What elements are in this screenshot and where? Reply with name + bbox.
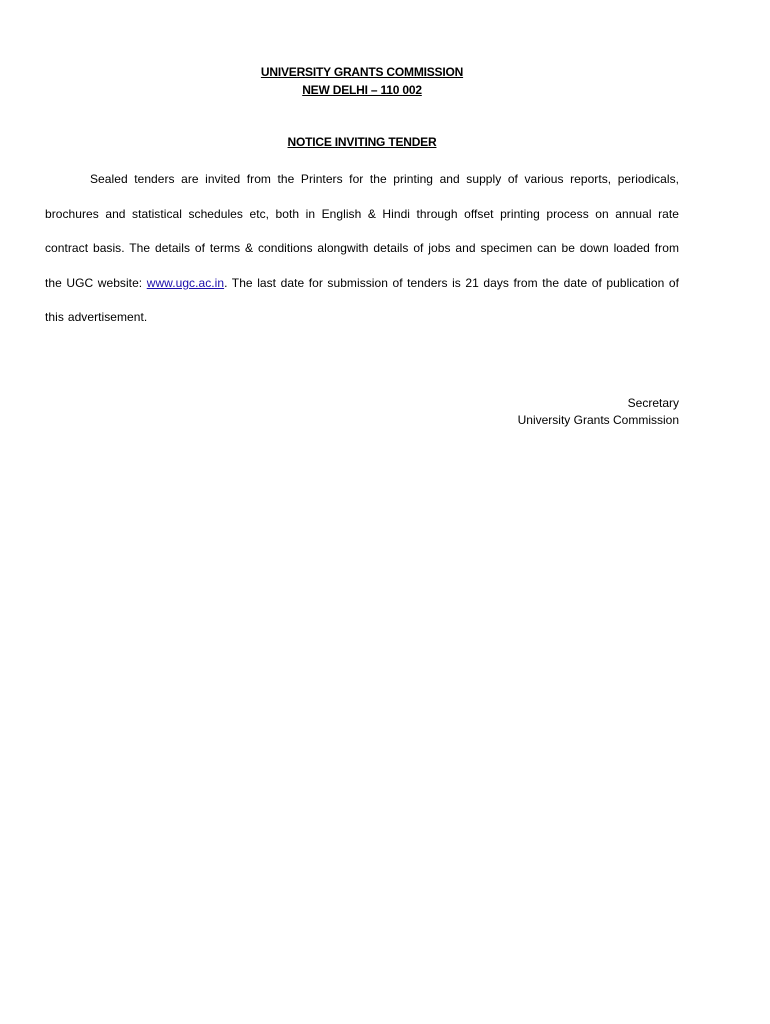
body-text-before-link: Sealed tenders are invited from the Printers for the printing and supply of various reports, periodicals, brochures and statistical schedules etc, both in English & Hindi through offset printing process on annual rate contract basis. The details of terms & conditions alongwith details of jobs and specimen can be down loaded from the UGC website: — [45, 172, 679, 290]
signature-designation: Secretary — [627, 396, 679, 410]
organization-heading: UNIVERSITY GRANTS COMMISSION — [260, 65, 464, 79]
notice-body — [45, 162, 679, 335]
signature-organization: University Grants Commission — [517, 413, 679, 427]
body-text-after-link: . The last date for submission of tenders is 21 days from the date of publication of this advertisement. — [45, 275, 679, 324]
notice-title: NOTICE INVITING TENDER — [287, 135, 437, 149]
ugc-website-link[interactable]: www.ugc.ac.in — [146, 275, 225, 290]
signature-block — [518, 395, 679, 429]
address-heading: NEW DELHI – 110 002 — [302, 83, 422, 97]
